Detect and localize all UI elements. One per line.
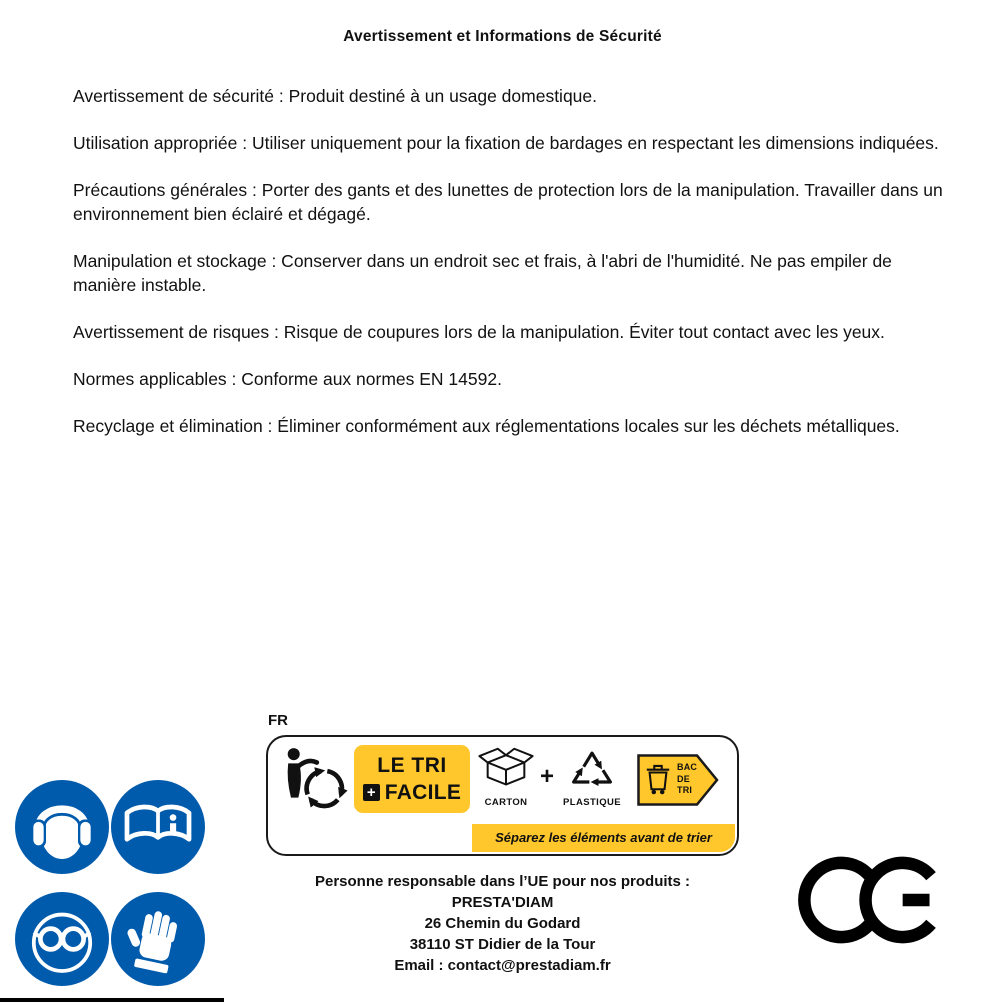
bac-de-tri-text: BAC DE TRI bbox=[677, 762, 698, 795]
read-instructions-icon bbox=[111, 780, 205, 874]
country-code-label: FR bbox=[268, 712, 288, 729]
safety-paragraph: Manipulation et stockage : Conserver dans un endroit sec et frais, à l'abri de l'humidité. Ne pas empiler de manière instable. bbox=[73, 251, 892, 295]
safety-paragraph: Avertissement de risques : Risque de coupures lors de la manipulation. Éviter tout contact avec les yeux. bbox=[73, 322, 885, 342]
tri-headline-2: FACILE bbox=[384, 780, 462, 804]
material-carton bbox=[473, 746, 539, 808]
carton-label: CARTON bbox=[484, 797, 528, 808]
plastique-label: PLASTIQUE bbox=[563, 797, 621, 808]
ce-mark-icon bbox=[797, 849, 949, 951]
plus-separator: + bbox=[540, 763, 555, 790]
page-title: Avertissement et Informations de Sécurité bbox=[343, 28, 662, 45]
recycling-loop-icon bbox=[564, 746, 620, 790]
responsible-heading: Personne responsable dans l’UE pour nos produits : bbox=[314, 873, 691, 890]
plus-icon: + bbox=[363, 784, 380, 801]
address-line-1: 26 Chemin du Godard bbox=[424, 915, 581, 932]
address-line-2: 38110 ST Didier de la Tour bbox=[409, 936, 596, 953]
carton-box-icon bbox=[476, 746, 536, 790]
material-plastique bbox=[559, 746, 625, 808]
tri-facile-badge bbox=[354, 745, 470, 813]
ear-protection-icon bbox=[15, 780, 109, 874]
tri-headline: LE TRI bbox=[377, 753, 447, 777]
safety-paragraph: Normes applicables : Conforme aux normes EN 14592. bbox=[73, 369, 502, 389]
safety-paragraph: Précautions générales : Porter des gants et des lunettes de protection lors de la manipulation. Travailler dans un environnement bien éclairé et dégagé. bbox=[73, 180, 943, 224]
safety-paragraph: Utilisation appropriée : Utiliser uniquement pour la fixation de bardages en respectant les dimensions indiquées. bbox=[73, 133, 939, 153]
bac-de-tri-arrow bbox=[637, 754, 719, 806]
safety-text-block bbox=[73, 84, 955, 461]
safety-paragraph: Avertissement de sécurité : Produit destiné à un usage domestique. bbox=[73, 86, 598, 106]
page-edge-mark bbox=[0, 998, 224, 1002]
contact-email: Email : contact@prestadiam.fr bbox=[394, 957, 611, 974]
waste-bin-icon bbox=[644, 762, 672, 796]
info-tri-label bbox=[266, 735, 739, 856]
triman-logo-icon bbox=[278, 743, 352, 819]
company-name: PRESTA'DIAM bbox=[451, 894, 554, 911]
tri-tagline: Séparez les éléments avant de trier bbox=[472, 824, 735, 852]
safety-paragraph: Recyclage et élimination : Éliminer conformément aux réglementations locales sur les déchets métalliques. bbox=[73, 416, 900, 436]
